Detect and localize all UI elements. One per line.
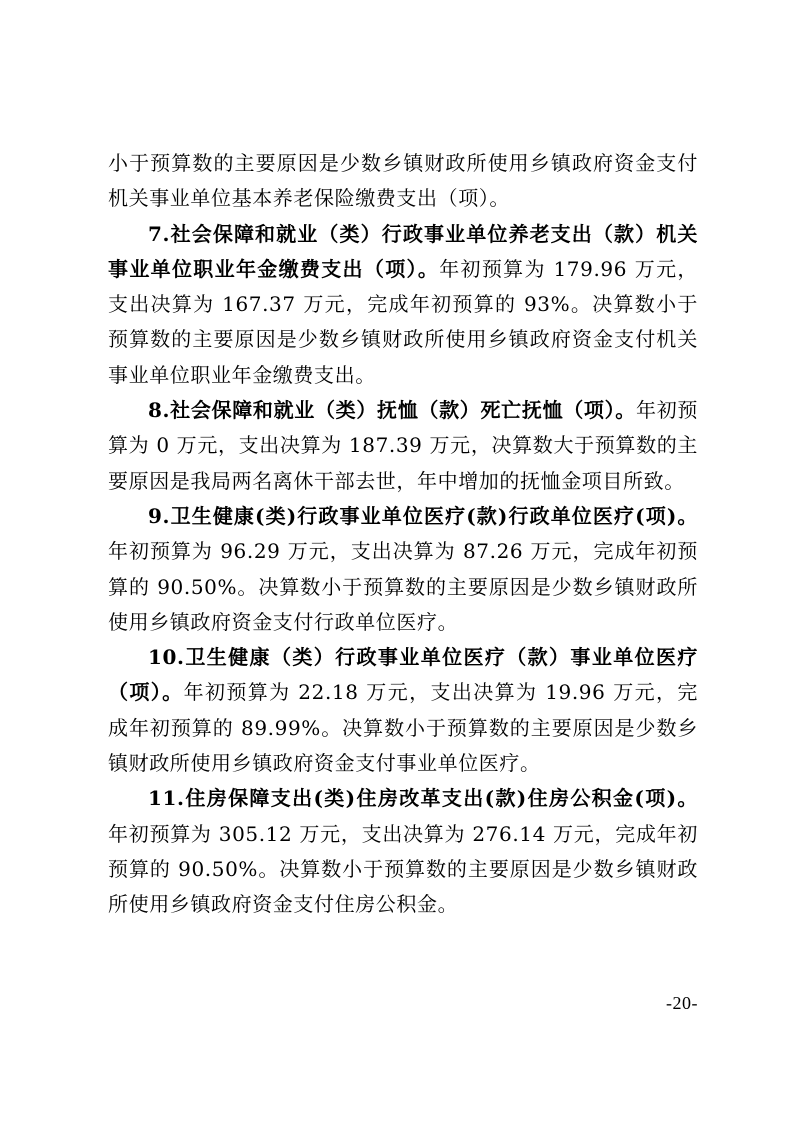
paragraph-heading: 8.社会保障和就业（类）抚恤（款）死亡抚恤（项）。 [148,398,636,423]
paragraph-text: 小于预算数的主要原因是少数乡镇财政所使用乡镇政府资金支付机关事业单位基本养老保险缴费支出（项）。 [108,151,698,211]
document-body [108,146,698,923]
paragraph-heading: 7.社会保障和就业（类）行政事业单位养老支出（款）机关事业单位职业年金缴费支出（项）。 [108,221,698,281]
paragraph-text: 年初预算为 179.96 万元，支出决算为 167.37 万元，完成年初预算的 93%。决算数小于预算数的主要原因是少数乡镇财政所使用乡镇政府资金支付机关事业单位职业年金缴费支出。 [108,256,698,387]
paragraph-text: 年初预算为 0 万元，支出决算为 187.39 万元，决算数大于预算数的主要原因是我局两名离休干部去世，年中增加的抚恤金项目所致。 [108,398,698,493]
paragraph-item-8 [108,393,698,499]
paragraph-item-10 [108,640,698,781]
page-number: -20- [666,993,698,1013]
paragraph-heading: 10.卫生健康（类）行政事业单位医疗（款）事业单位医疗（项）。 [108,645,698,705]
paragraph-item-9 [108,499,698,640]
paragraph-item-11 [108,781,698,922]
paragraph-text: 年初预算为 22.18 万元，支出决算为 19.96 万元，完成年初预算的 89.99%。决算数小于预算数的主要原因是少数乡镇财政所使用乡镇政府资金支付事业单位医疗。 [108,680,698,776]
paragraph-continuation [108,146,698,217]
paragraph-heading: 9.卫生健康(类)行政事业单位医疗(款)行政单位医疗(项)。 [148,503,698,528]
paragraph-item-7 [108,217,698,393]
paragraph-text: 年初预算为 96.29 万元，支出决算为 87.26 万元，完成年初预算的 90.50%。决算数小于预算数的主要原因是少数乡镇财政所使用乡镇政府资金支付行政单位医疗。 [108,539,698,634]
paragraph-text: 年初预算为 305.12 万元，支出决算为 276.14 万元，完成年初预算的 90.50%。决算数小于预算数的主要原因是少数乡镇财政所使用乡镇政府资金支付住房公积金。 [108,821,698,917]
paragraph-heading: 11.住房保障支出(类)住房改革支出(款)住房公积金(项)。 [148,786,698,811]
